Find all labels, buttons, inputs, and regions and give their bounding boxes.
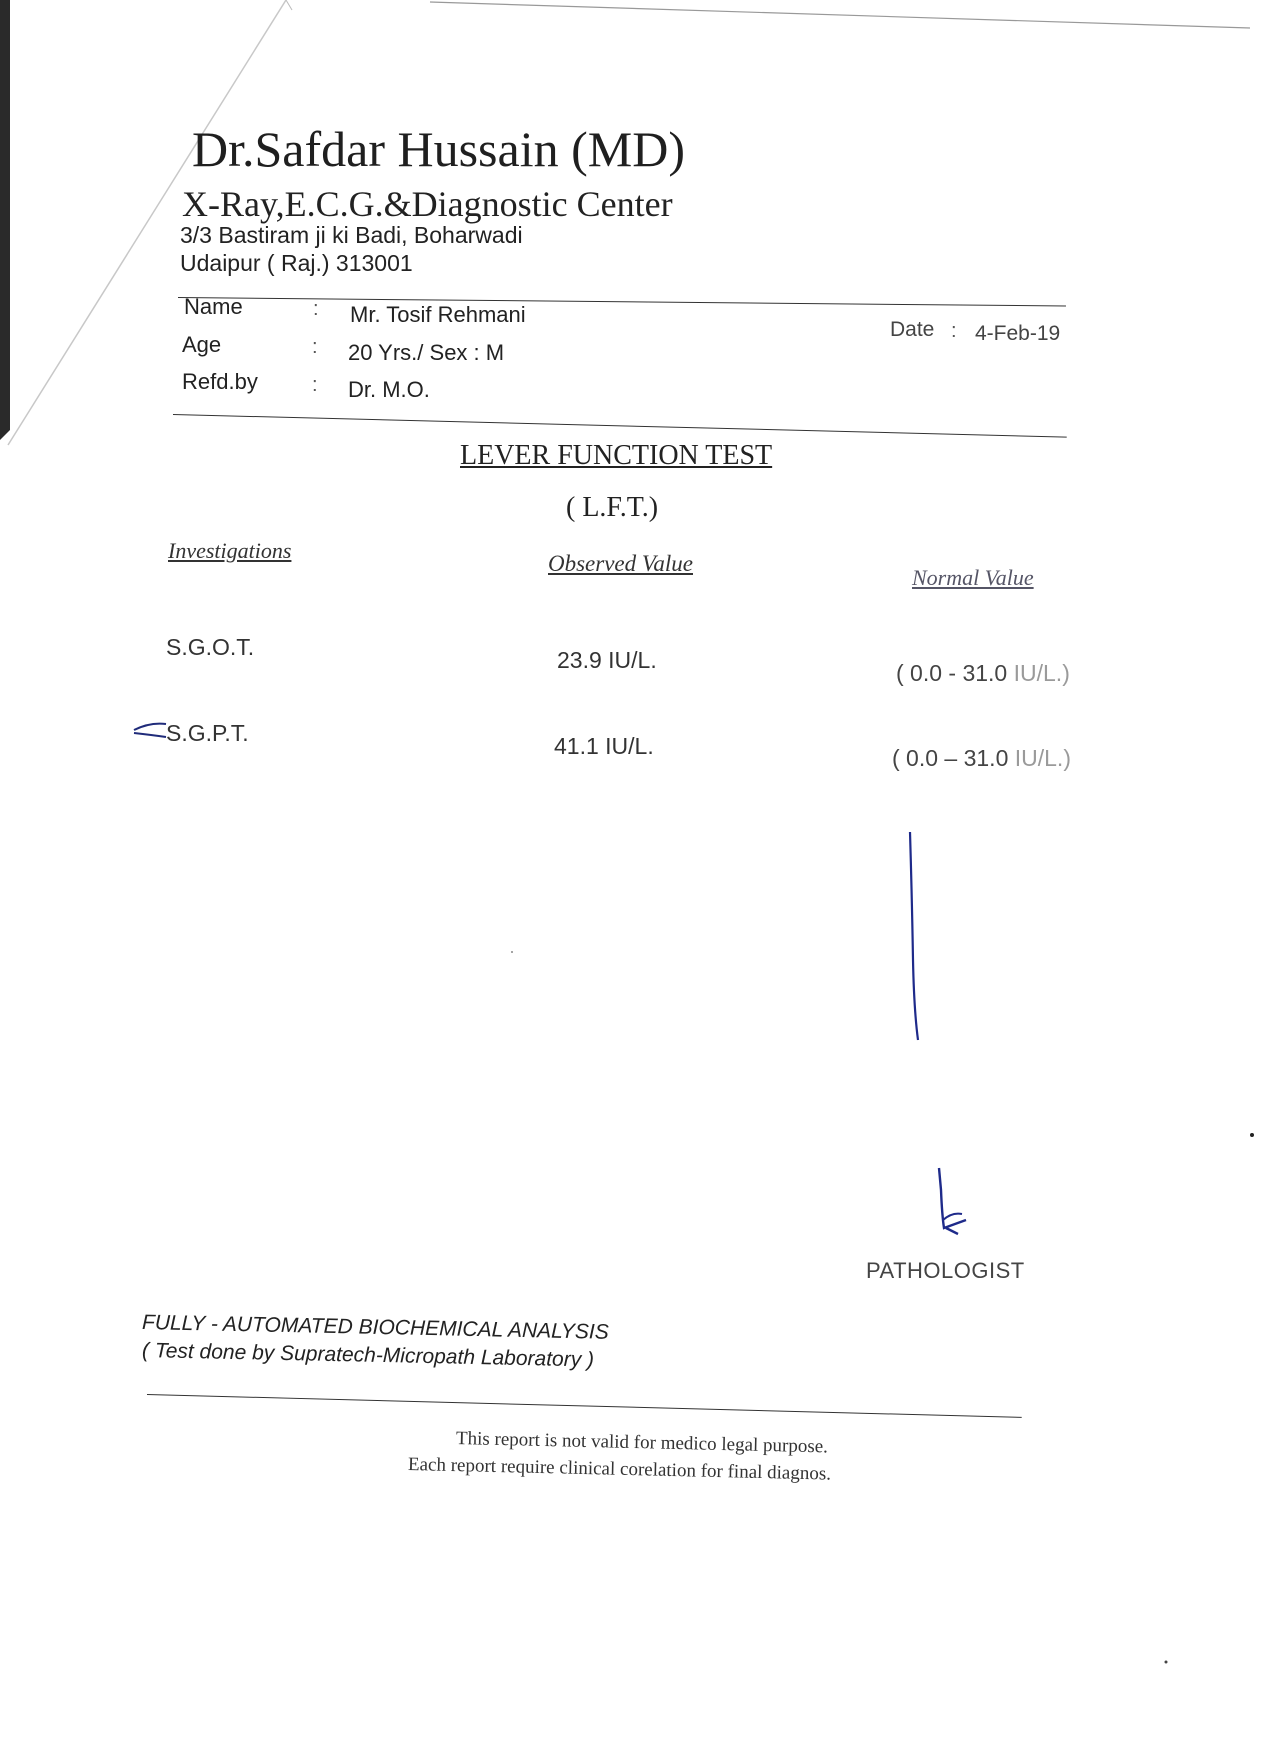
name-label: Name bbox=[184, 294, 243, 319]
center-name: X-Ray,E.C.G.&Diagnostic Center bbox=[182, 184, 673, 224]
pathologist-label: PATHOLOGIST bbox=[866, 1258, 1025, 1283]
address-line-1: 3/3 Bastiram ji ki Badi, Boharwadi bbox=[180, 222, 523, 248]
normal-range-value: ( 0.0 – 31.0 bbox=[892, 745, 1015, 771]
disclaimer-line-2: Each report require clinical corelation for final diagnos. bbox=[407, 1454, 832, 1485]
report-date: 4-Feb-19 bbox=[975, 322, 1061, 345]
test-name: S.G.P.T. bbox=[166, 720, 249, 746]
observed-value: 41.1 IU/L. bbox=[554, 733, 654, 759]
report-title: LEVER FUNCTION TEST bbox=[460, 440, 773, 471]
address-line-2: Udaipur ( Raj.) 313001 bbox=[180, 250, 413, 276]
col-investigations: Investigations bbox=[168, 538, 292, 563]
normal-range-value: ( 0.0 - 31.0 bbox=[896, 660, 1014, 686]
test-name: S.G.O.T. bbox=[166, 634, 255, 660]
date-colon: : bbox=[951, 320, 957, 342]
refd-colon: : bbox=[312, 374, 318, 396]
observed-value: 23.9 IU/L. bbox=[557, 647, 657, 673]
doctor-name: Dr.Safdar Hussain (MD) bbox=[192, 121, 685, 177]
referring-doctor: Dr. M.O. bbox=[348, 377, 430, 402]
lab-note: ( Test done by Supratech-Micropath Laboratory ) bbox=[141, 1339, 595, 1372]
patient-age-sex: 20 Yrs./ Sex : M bbox=[348, 340, 505, 365]
date-label: Date bbox=[890, 318, 935, 341]
refd-by-label: Refd.by bbox=[182, 369, 258, 394]
report-subtitle: ( L.F.T.) bbox=[566, 492, 659, 523]
patient-name: Mr. Tosif Rehmani bbox=[350, 302, 526, 327]
age-label: Age bbox=[182, 332, 222, 357]
age-colon: : bbox=[312, 336, 318, 358]
normal-range-unit: IU/L.) bbox=[1013, 660, 1070, 686]
analysis-note: FULLY - AUTOMATED BIOCHEMICAL ANALYSIS bbox=[141, 1311, 609, 1344]
normal-range-unit: IU/L.) bbox=[1014, 745, 1071, 771]
disclaimer-line-1: This report is not valid for medico legal purpose. bbox=[455, 1428, 829, 1458]
name-colon: : bbox=[313, 298, 319, 320]
col-observed-value: Observed Value bbox=[548, 551, 693, 576]
col-normal-value: Normal Value bbox=[912, 565, 1034, 590]
